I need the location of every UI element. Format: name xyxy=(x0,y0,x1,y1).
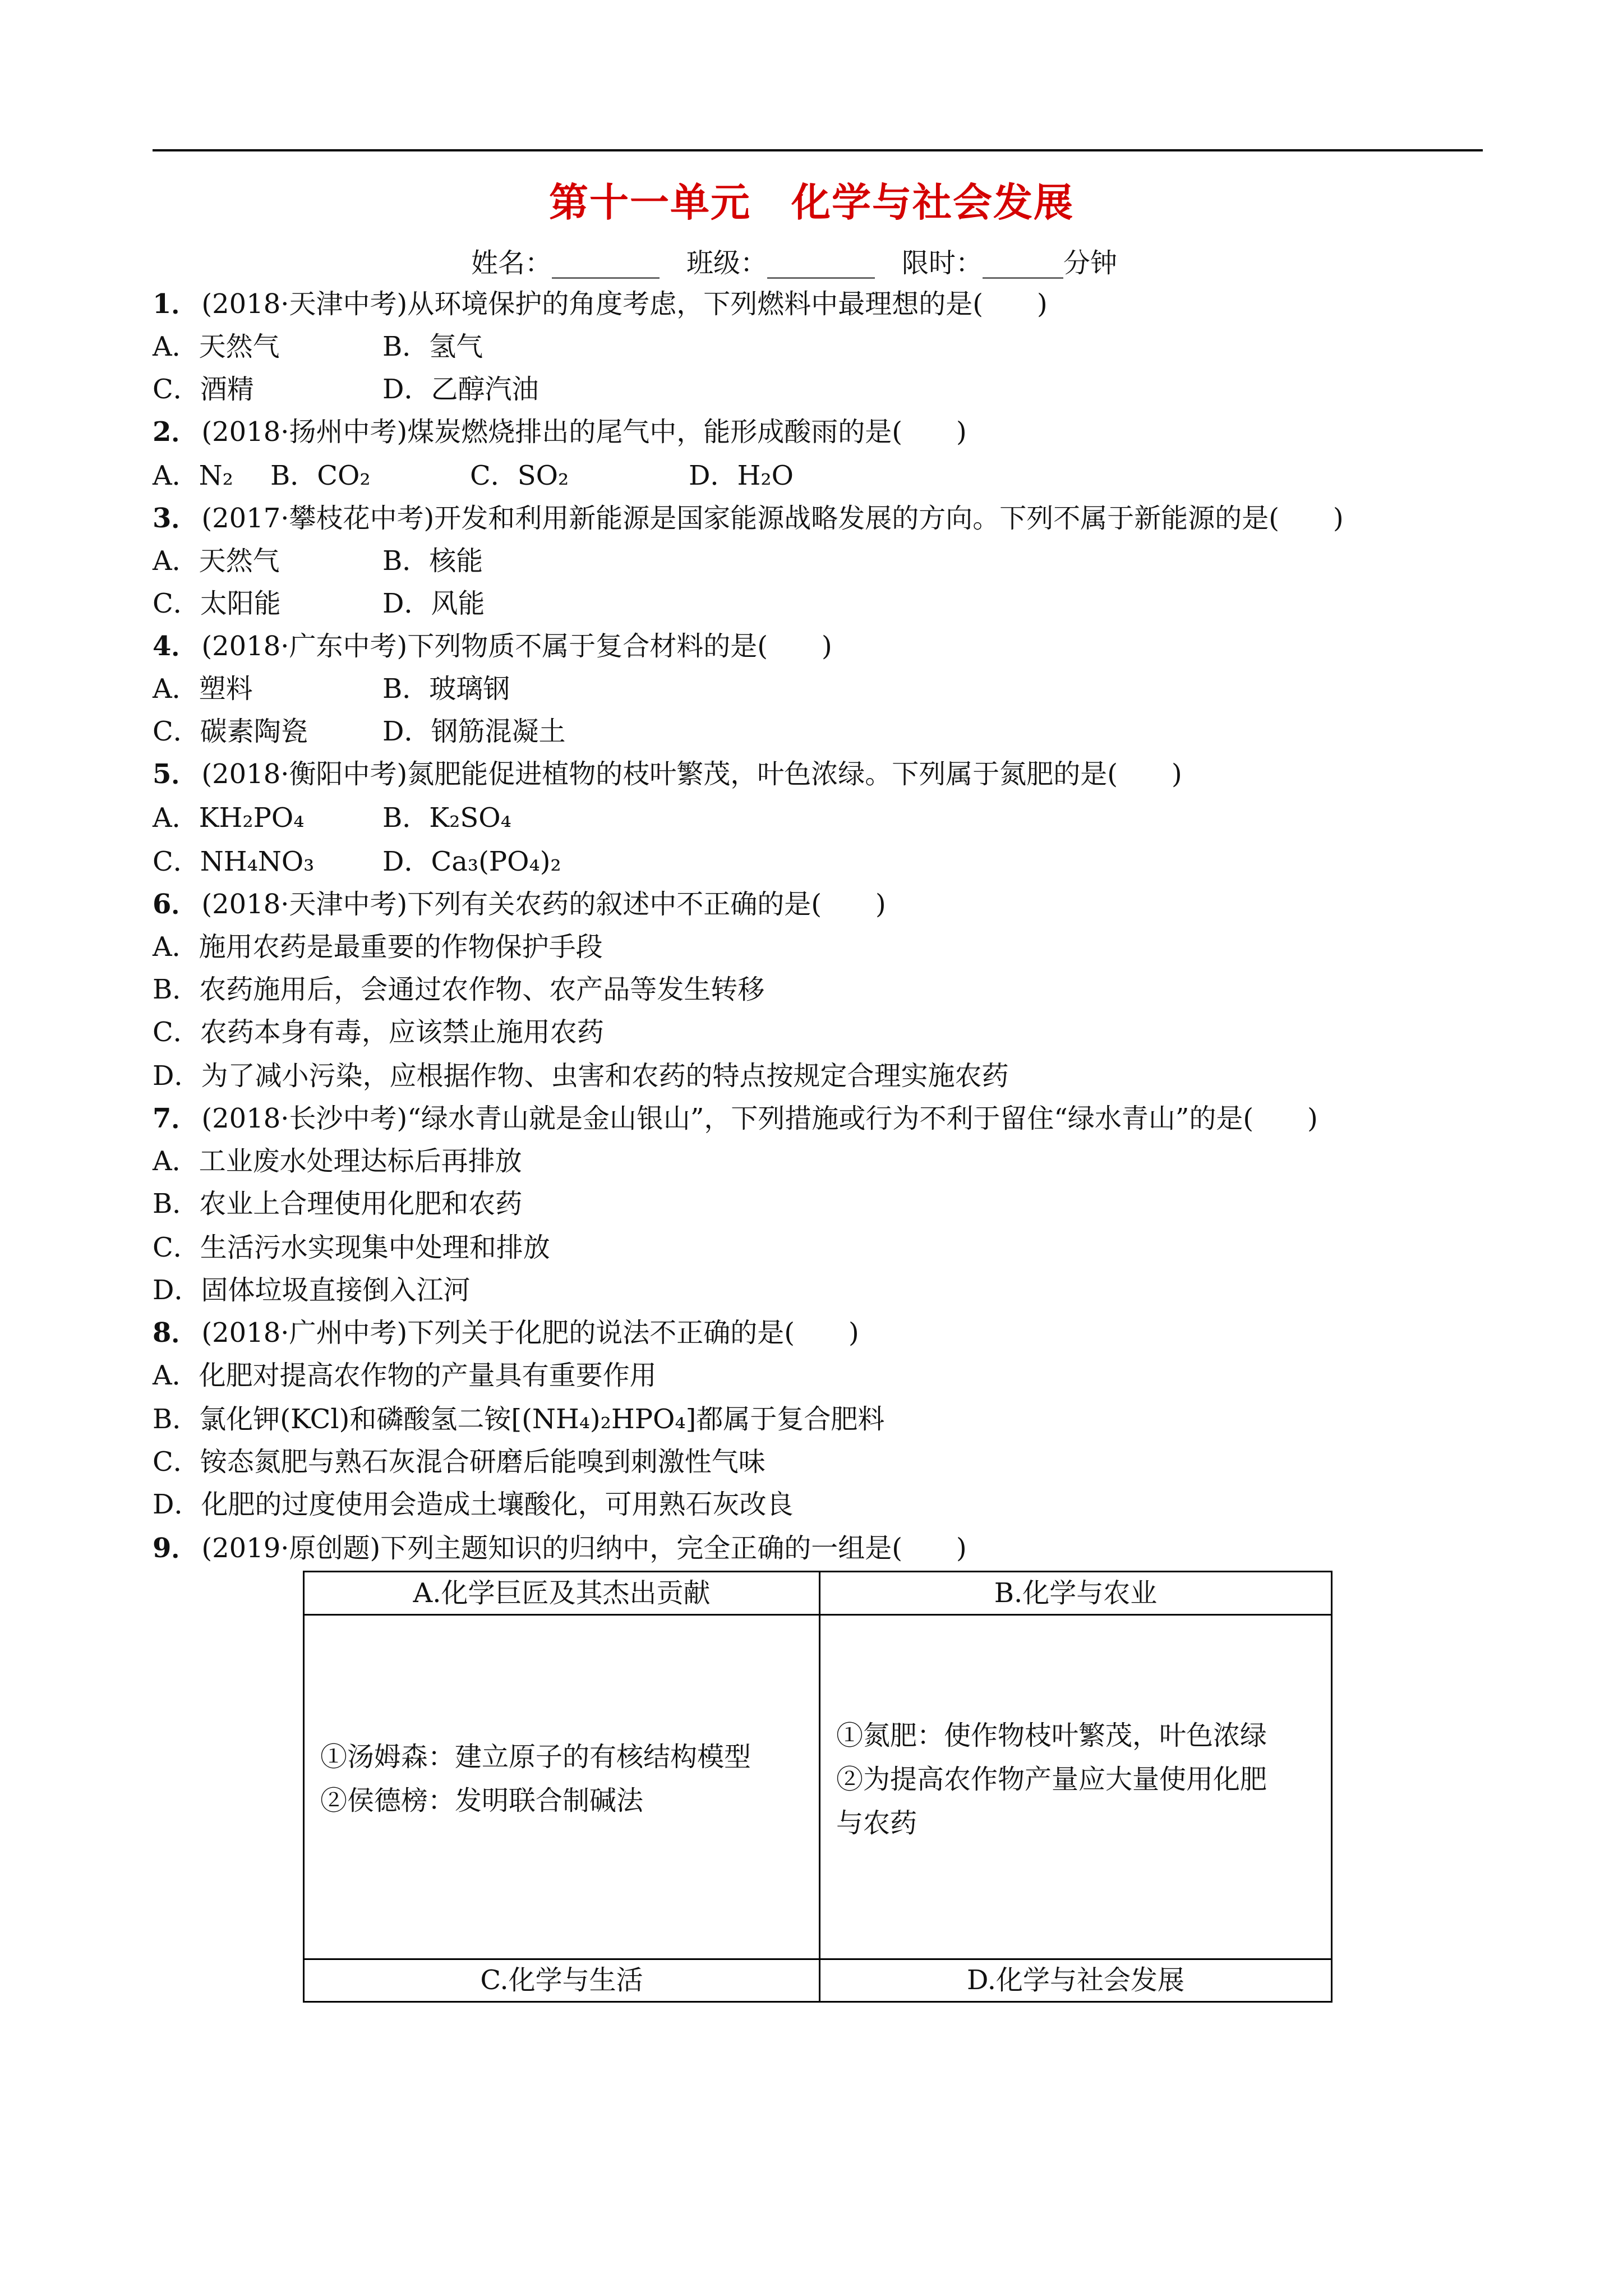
option-a: A．KH₂PO₄ xyxy=(153,802,305,834)
question-number: 5． xyxy=(153,758,199,790)
question-number: 1． xyxy=(153,288,199,320)
cell-line: ②为提高农作物产量应大量使用化肥 xyxy=(836,1764,1267,1795)
cell-line: ①汤姆森：建立原子的有核结构模型 xyxy=(320,1741,751,1773)
question-number: 9． xyxy=(153,1533,199,1564)
option-a: A．施用农药是最重要的作物保护手段 xyxy=(153,931,603,963)
option-b: B．农药施用后，会通过农作物、农产品等发生转移 xyxy=(153,974,765,1005)
question-text: (2019·原创题)下列主题知识的归纳中，完全正确的一组是( ) xyxy=(201,1533,967,1564)
question-8 xyxy=(153,1316,859,1350)
question-4 xyxy=(153,629,832,663)
table-cell-b xyxy=(836,1714,1330,1845)
option-a: A．天然气 xyxy=(153,545,280,577)
option-d: D．钢筋混凝土 xyxy=(382,716,566,747)
option-c: C．太阳能 xyxy=(153,588,281,619)
question-text: (2018·广东中考)下列物质不属于复合材料的是( ) xyxy=(201,631,832,662)
option-c: C．SO₂ xyxy=(470,460,569,491)
cell-line: ①氮肥：使作物枝叶繁茂，叶色浓绿 xyxy=(836,1720,1267,1751)
option-a: A．N₂ xyxy=(153,460,233,491)
option-b: B．K₂SO₄ xyxy=(382,802,511,834)
option-a: A．塑料 xyxy=(153,673,253,705)
table-header-c: C.化学与生活 xyxy=(480,1964,643,1996)
question-2 xyxy=(153,415,967,449)
question-3 xyxy=(153,501,1344,535)
option-b: B．氢气 xyxy=(382,331,483,362)
page-title: 第十一单元 化学与社会发展 xyxy=(549,179,1074,226)
option-b: B．核能 xyxy=(382,545,483,577)
cell-line: 与农药 xyxy=(836,1807,917,1839)
option-d: D．化肥的过度使用会造成土壤酸化，可用熟石灰改良 xyxy=(153,1489,794,1520)
option-c: C．酒精 xyxy=(153,374,254,405)
option-c: C．碳素陶瓷 xyxy=(153,716,308,747)
question-text: (2018·天津中考)从环境保护的角度考虑，下列燃料中最理想的是( ) xyxy=(201,288,1048,320)
table-header-a: A.化学巨匠及其杰出贡献 xyxy=(413,1577,711,1609)
question-number: 6． xyxy=(153,889,199,920)
table-header-d: D.化学与社会发展 xyxy=(966,1964,1185,1996)
option-c: C．铵态氮肥与熟石灰混合研磨后能嗅到刺激性气味 xyxy=(153,1446,766,1478)
option-a: A．化肥对提高农作物的产量具有重要作用 xyxy=(153,1360,657,1391)
question-5 xyxy=(153,757,1182,791)
question-1 xyxy=(153,287,1048,321)
question-number: 4． xyxy=(153,631,199,662)
question-number: 8． xyxy=(153,1317,199,1349)
student-info-line: 姓名：________ 班级：________ 限时：______分钟 xyxy=(471,247,1118,279)
question-6 xyxy=(153,887,886,921)
option-c: C．农药本身有毒，应该禁止施用农药 xyxy=(153,1016,604,1048)
option-b: B．氯化钾(KCl)和磷酸氢二铵[(NH₄)₂HPO₄]都属于复合肥料 xyxy=(153,1404,885,1435)
question-9 xyxy=(153,1531,967,1565)
option-c: C．NH₄NO₃ xyxy=(153,846,315,877)
option-c: C．生活污水实现集中处理和排放 xyxy=(153,1232,550,1263)
table-divider xyxy=(305,1614,1331,1616)
question-text: (2018·长沙中考)“绿水青山就是金山银山”，下列措施或行为不利于留住“绿水青山”的是( ) xyxy=(201,1103,1318,1134)
option-d: D．固体垃圾直接倒入江河 xyxy=(153,1274,471,1306)
question-text: (2018·衡阳中考)氮肥能促进植物的枝叶繁茂，叶色浓绿。下列属于氮肥的是( ) xyxy=(201,758,1182,790)
option-b: B．农业上合理使用化肥和农药 xyxy=(153,1188,523,1220)
option-d: D．为了减小污染，应根据作物、虫害和农药的特点按规定合理实施农药 xyxy=(153,1060,1009,1092)
knowledge-table xyxy=(303,1571,1332,2003)
option-a: A．天然气 xyxy=(153,331,280,362)
option-b: B．玻璃钢 xyxy=(382,673,510,705)
option-d: D．H₂O xyxy=(689,460,794,491)
option-b: B．CO₂ xyxy=(270,460,371,491)
option-d: D．Ca₃(PO₄)₂ xyxy=(382,846,561,877)
question-number: 2． xyxy=(153,416,199,448)
question-number: 7． xyxy=(153,1103,199,1134)
question-number: 3． xyxy=(153,503,199,534)
question-7 xyxy=(153,1102,1318,1135)
table-header-b: B.化学与农业 xyxy=(994,1577,1158,1609)
option-d: D．风能 xyxy=(382,588,485,619)
cell-line: ②侯德榜：发明联合制碱法 xyxy=(320,1785,644,1816)
table-divider xyxy=(819,1572,820,2001)
question-text: (2018·广州中考)下列关于化肥的说法不正确的是( ) xyxy=(201,1317,859,1349)
question-text: (2018·扬州中考)煤炭燃烧排出的尾气中，能形成酸雨的是( ) xyxy=(201,416,967,448)
question-text: (2017·攀枝花中考)开发和利用新能源是国家能源战略发展的方向。下列不属于新能源的是( ) xyxy=(201,503,1344,534)
option-d: D．乙醇汽油 xyxy=(382,374,539,405)
option-a: A．工业废水处理达标后再排放 xyxy=(153,1145,522,1177)
top-rule xyxy=(153,149,1483,151)
table-cell-a xyxy=(320,1735,814,1823)
question-text: (2018·天津中考)下列有关农药的叙述中不正确的是( ) xyxy=(201,889,886,920)
